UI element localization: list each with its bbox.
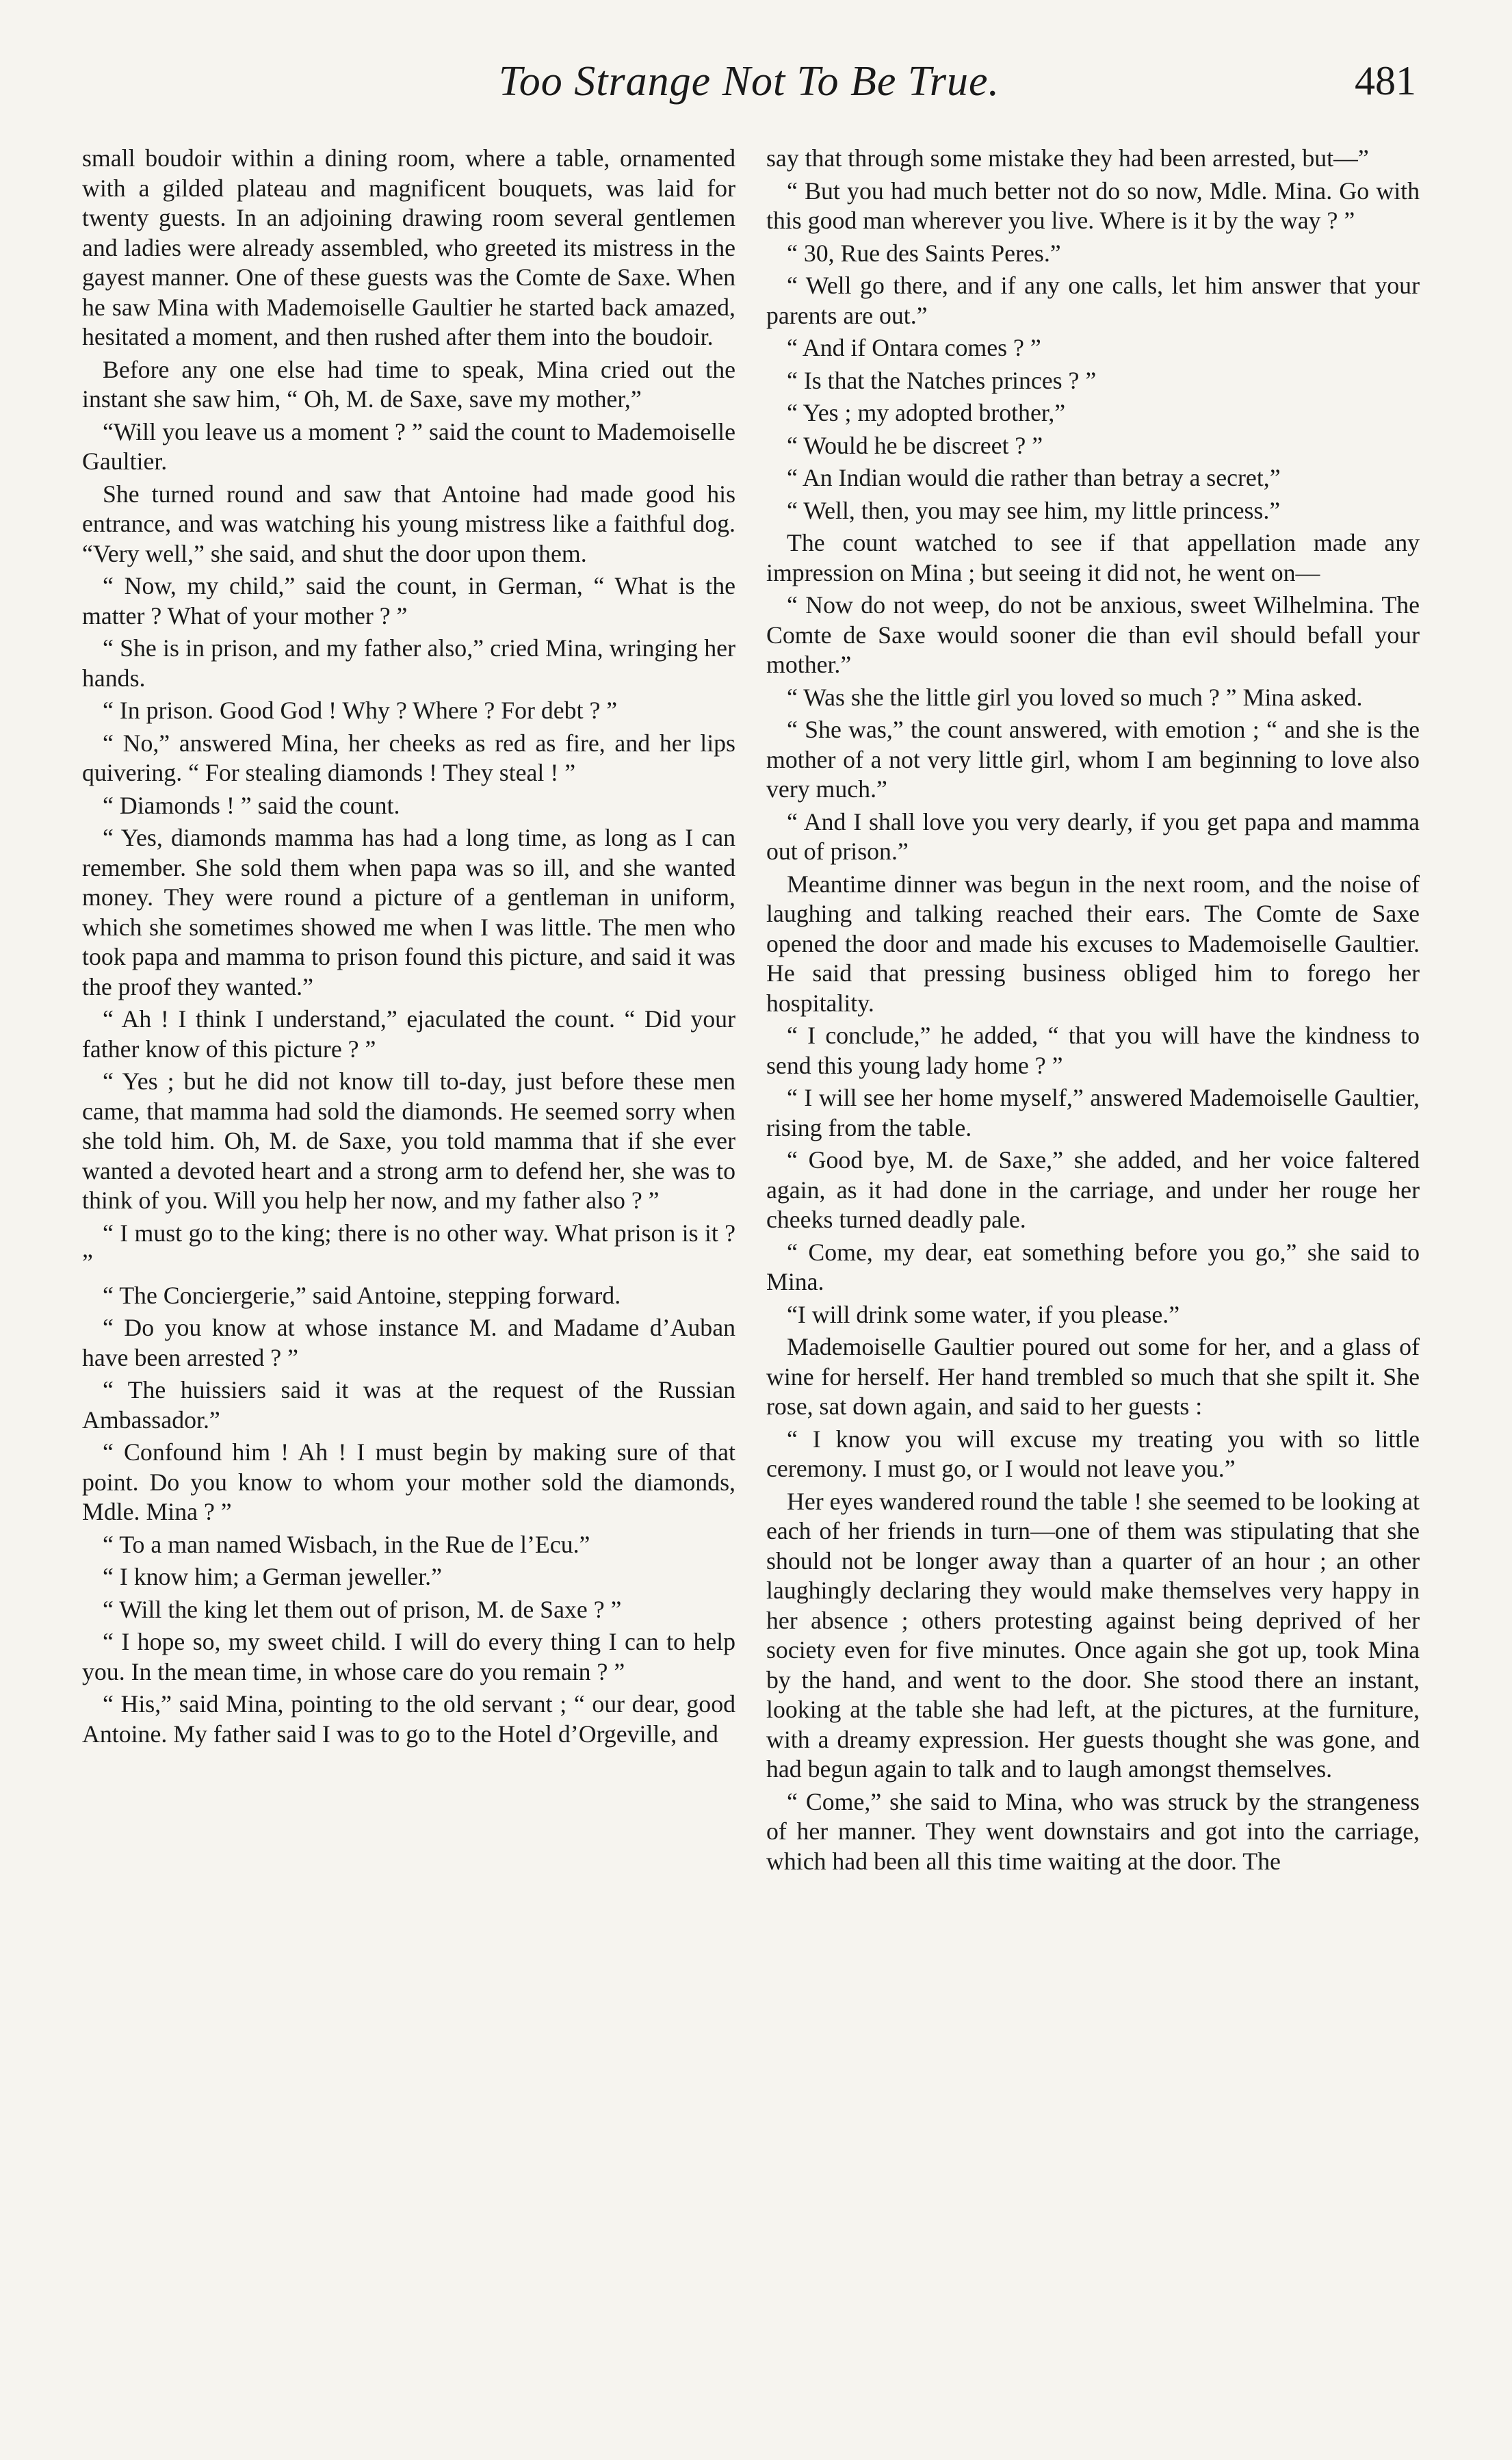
right-column bbox=[766, 144, 1420, 2320]
paragraph: “ I will see her home myself,” answered Mademoiselle Gaultier, rising from the table. bbox=[766, 1084, 1420, 1141]
paragraph: She turned round and saw that Antoine had made good his entrance, and was watching his young mistress like a faithful dog. “Very well,” she said, and shut the door upon them. bbox=[82, 480, 735, 567]
paragraph: “ I hope so, my sweet child. I will do every thing I can to help you. In the mean time, in whose care do you remain ? ” bbox=[82, 1628, 735, 1685]
paragraph: “ Is that the Natches princes ? ” bbox=[787, 366, 1097, 394]
paragraph: “ Yes, diamonds mamma has had a long time, as long as I can remember. She sold them when papa was so ill, and she wanted money. They were round a picture of a gentleman in uniform, which she sometimes showed me when I was little. The men who took papa and mamma to prison found this picture, and said it was the proof they wanted.” bbox=[82, 824, 735, 1000]
paragraph: “ 30, Rue des Saints Peres.” bbox=[787, 239, 1061, 267]
paragraph: “ She is in prison, and my father also,” cried Mina, wringing her hands. bbox=[82, 634, 735, 692]
paragraph: “ Now do not weep, do not be anxious, sweet Wilhelmina. The Comte de Saxe would sooner die than evil should befall your mother.” bbox=[766, 591, 1420, 678]
paragraph: Her eyes wandered round the table ! she seemed to be looking at each of her friends in turn—one of them was stipulating that she should not be longer away than a quarter of an hour ; an other laughingly declaring they would make themselves very happy in her absence ; others protesting against being deprived of her society even for five minutes. Once again she got up, took Mina by the hand, and went to the door. She stood there an instant, looking at the table she had left, at the pictures, at the furniture, with a dreamy expression. Her guests thought she was gone, and had begun again to talk and to laugh amongst themselves. bbox=[766, 1487, 1420, 1783]
paragraph: The count watched to see if that appellation made any impression on Mina ; but seeing it did not, he went on— bbox=[766, 529, 1420, 586]
paragraph: “ Yes ; but he did not know till to-day, just before these men came, that mamma had sold the diamonds. He seemed sorry when she told him. Oh, M. de Saxe, you told mamma that if she ever wanted a devoted heart and a strong arm to defend her, she was to think of you. Will you help her now, and my father also ? ” bbox=[82, 1067, 735, 1214]
paragraph: “ An Indian would die rather than betray a secret,” bbox=[787, 464, 1281, 491]
paragraph: Before any one else had time to speak, Mina cried out the instant she saw him, “ Oh, M. de Saxe, save my mother,” bbox=[82, 355, 735, 413]
paragraph: “ Ah ! I think I understand,” ejaculated the count. “ Did your father know of this picture ? ” bbox=[82, 1005, 735, 1063]
paragraph: “ I conclude,” he added, “ that you will have the kindness to send this young lady home ? ” bbox=[766, 1022, 1420, 1079]
paragraph: “ Now, my child,” said the count, in German, “ What is the matter ? What of your mother ? ” bbox=[82, 572, 735, 630]
paragraph: Mademoiselle Gaultier poured out some for her, and a glass of wine for herself. Her hand trembled so much that she spilt it. She rose, sat down again, and said to her guests : bbox=[766, 1333, 1420, 1420]
paragraph: “ In prison. Good God ! Why ? Where ? For debt ? ” bbox=[103, 697, 618, 724]
paragraph: “ Come,” she said to Mina, who was struck by the strangeness of her manner. They went downstairs and got into the carriage, which had been all this time waiting at the door. The bbox=[766, 1787, 1420, 1875]
paragraph: “ I must go to the king; there is no other way. What prison is it ? ” bbox=[82, 1219, 735, 1276]
page-number: 481 bbox=[1355, 58, 1416, 103]
paragraph: “ Confound him ! Ah ! I must begin by making sure of that point. Do you know to whom your mother sold the diamonds, Mdle. Mina ? ” bbox=[82, 1438, 735, 1525]
paragraph: “ Do you know at whose instance M. and Madame d’Auban have been arrested ? ” bbox=[82, 1314, 735, 1371]
paragraph: “ His,” said Mina, pointing to the old servant ; “ our dear, good Antoine. My father said I was to go to the Hotel d’Orgeville, and bbox=[82, 1690, 735, 1748]
paragraph: “ And I shall love you very dearly, if you get papa and mamma out of prison.” bbox=[766, 807, 1420, 865]
paragraph: “ Will the king let them out of prison, M. de Saxe ? ” bbox=[103, 1595, 622, 1623]
paragraph: “ She was,” the count answered, with emotion ; “ and she is the mother of a not very little girl, whom I am beginning to love also very much.” bbox=[766, 716, 1420, 803]
paragraph: “ I know him; a German jeweller.” bbox=[103, 1563, 442, 1590]
paragraph: “ I know you will excuse my treating you with so little ceremony. I must go, or I would not leave you.” bbox=[766, 1425, 1420, 1482]
paragraph: small boudoir within a dining room, where a table, ornamented with a gilded plateau and magnificent bouquets, was laid for twenty guests. In an adjoining drawing room several gentlemen and ladies were already assembled, who greeted its mistress in the gayest manner. One of these guests was the Comte de Saxe. When he saw Mina with Mademoiselle Gaultier he started back amazed, hesitated a moment, and then rushed after them into the boudoir. bbox=[82, 144, 735, 350]
paragraph: “Will you leave us a moment ? ” said the count to Mademoiselle Gaultier. bbox=[82, 417, 735, 475]
paragraph: “ Well go there, and if any one calls, let him answer that your parents are out.” bbox=[766, 272, 1420, 329]
paragraph: “ Yes ; my adopted brother,” bbox=[787, 399, 1066, 426]
paragraph: “ And if Ontara comes ? ” bbox=[787, 334, 1041, 361]
paragraph: “ Diamonds ! ” said the count. bbox=[103, 791, 400, 819]
paragraph: “ No,” answered Mina, her cheeks as red as fire, and her lips quivering. “ For stealing diamonds ! They steal ! ” bbox=[82, 729, 735, 786]
running-header bbox=[82, 57, 1416, 119]
paragraph: “ But you had much better not do so now, Mdle. Mina. Go with this good man wherever you live. Where is it by the way ? ” bbox=[766, 177, 1420, 234]
left-column bbox=[82, 144, 735, 2320]
paragraph: “ Would he be discreet ? ” bbox=[787, 431, 1043, 459]
paragraph: “ Was she the little girl you loved so much ? ” Mina asked. bbox=[787, 683, 1363, 711]
paragraph: “I will drink some water, if you please.” bbox=[787, 1300, 1180, 1328]
paragraph: “ The Conciergerie,” said Antoine, stepping forward. bbox=[103, 1281, 621, 1309]
paragraph: “ To a man named Wisbach, in the Rue de l’Ecu.” bbox=[103, 1530, 590, 1558]
paragraph: say that through some mistake they had been arrested, but—” bbox=[766, 144, 1369, 172]
paragraph: “ Well, then, you may see him, my little princess.” bbox=[787, 496, 1281, 524]
paragraph: Meantime dinner was begun in the next room, and the noise of laughing and talking reached their ears. The Comte de Saxe opened the door and made his excuses to Mademoiselle Gaultier. He said that pressing business obliged him to forego her hospitality. bbox=[766, 870, 1420, 1017]
paragraph: “ The huissiers said it was at the request of the Russian Ambassador.” bbox=[82, 1376, 735, 1434]
running-title: Too Strange Not To Be True. bbox=[498, 58, 1000, 105]
paragraph: “ Good bye, M. de Saxe,” she added, and her voice faltered again, as it had done in the carriage, and under her rouge her cheeks turned deadly pale. bbox=[766, 1146, 1420, 1233]
paragraph: “ Come, my dear, eat something before you go,” she said to Mina. bbox=[766, 1238, 1420, 1295]
